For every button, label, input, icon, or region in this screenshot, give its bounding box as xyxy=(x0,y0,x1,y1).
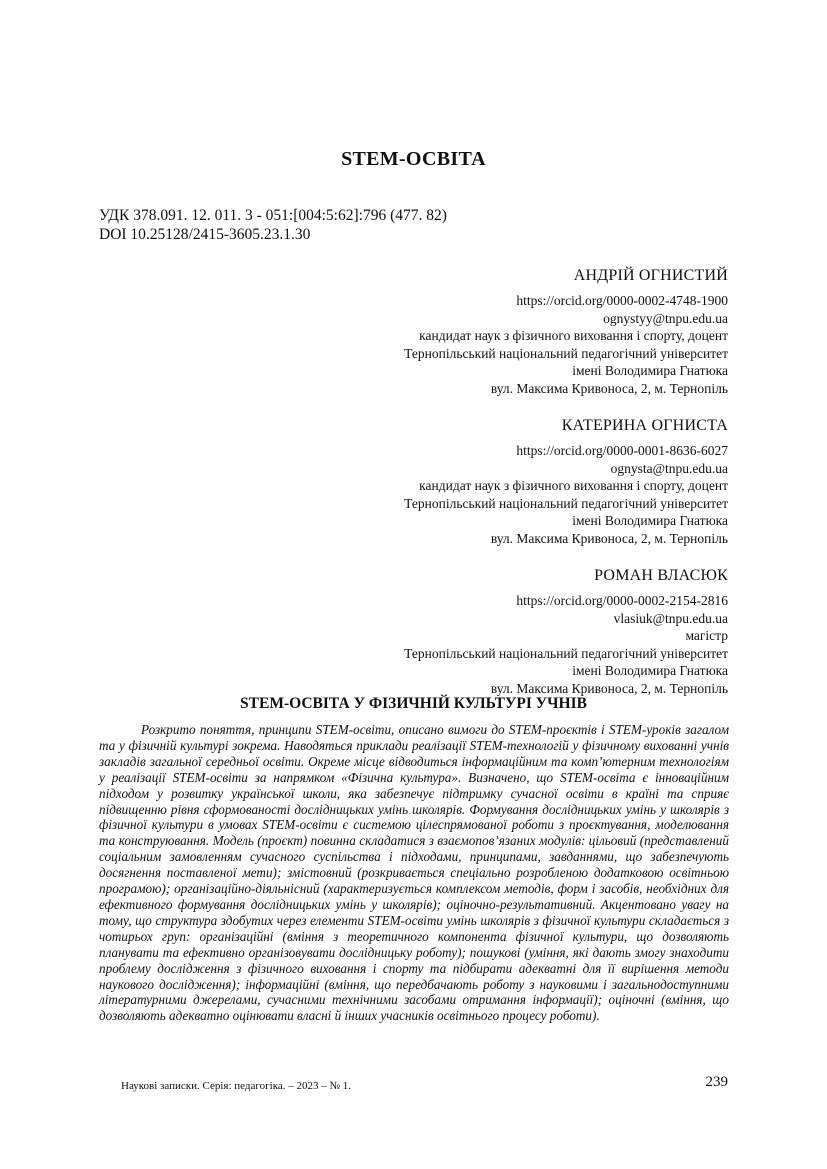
author-university-name: імені Володимира Гнатюка xyxy=(572,663,728,678)
author-university-name: імені Володимира Гнатюка xyxy=(572,363,728,378)
author-degree: кандидат наук з фізичного виховання і спорту, доцент xyxy=(419,328,728,343)
author-degree: кандидат наук з фізичного виховання і спорту, доцент xyxy=(419,478,728,493)
author-university: Тернопільський національний педагогічний університет xyxy=(404,495,728,511)
author-university: Тернопільський національний педагогічний університет xyxy=(404,645,728,661)
footer-journal: Наукові записки. Серія: педагогіка. – 2023 – № 1. xyxy=(121,1080,352,1092)
author-orcid[interactable]: https://orcid.org/0000-0002-2154-2816 xyxy=(516,593,728,608)
udc-code: УДК 378.091. 12. 011. 3 - 051:[004:5:62]:796 (477. 82) xyxy=(99,207,447,224)
article-identifiers xyxy=(99,206,447,244)
author-name: РОМАН ВЛАСЮК xyxy=(594,567,728,584)
author-block xyxy=(404,566,728,697)
author-university-name: імені Володимира Гнатюка xyxy=(572,513,728,528)
author-name: КАТЕРИНА ОГНИСТА xyxy=(561,417,728,434)
author-address: вул. Максима Кривоноса, 2, м. Тернопіль xyxy=(490,380,728,396)
author-address: вул. Максима Кривоноса, 2, м. Тернопіль xyxy=(490,530,728,546)
author-orcid[interactable]: https://orcid.org/0000-0002-4748-1900 xyxy=(516,293,728,308)
author-university: Тернопільський національний педагогічний університет xyxy=(404,345,728,361)
page-number: 239 xyxy=(705,1074,728,1090)
abstract: Розкрито поняття, принципи STEM-освіти, описано вимоги до STEM-проєктів і STEM-уроків загалом та у фізичній культурі зокрема. Наводяться приклади реалізації STEM-технологій у фізичному вихованні учнів закладів загальної середньої освіти. Окреме місце відводиться інформаційним та комп’ютерним технологіям у реалізації STEM-освіти за напрямком «Фізична культура». Визначено, що STEM-освіта є інноваційним підходом у розвитку української школи, яка забезпечує підтримку сучасної освіти в країні та сприяє підвищенню рівня сформованості дослідницьких умінь школярів. Формування дослідницьких умінь у школярів з фізичної культури в умовах STEM-освіти є системою цілеспрямованої роботи з проєктування, моделювання та конструювання. Модель (проєкт) повинна складатися з взаємопов’язаних модулів: цільовий (представлений соціальним замовленням сучасного суспільства і підходами, принципами, завданнями, що забезпечують досягнення поставленої мети); змістовний (розкривається спеціально розробленою додатковою освітньою програмою); організаційно-діяльнісний (характеризується комплексом методів, форм і засобів, необхідних для ефективного формування дослідницьких умінь у школярів); оціночно-результативний. Акцентовано увагу на тому, що структура здобутих через елементи STEM-освіти умінь школярів з фізичної культури складається з чотирьох груп: організаційні (вміння з теоретичного компонента фізичної культури, що дозволяють планувати та ефективно організовувати дослідницьку роботу); пошукові (уміння, які дають змогу знаходити проблему дослідження з фізичного виховання і спорту та підбирати адекватні для її вирішення методи наукового дослідження); інформаційні (вміння, що передбачають роботу з науковими і загальнодоступними літературними джерелами, сучасними технічними засобами отримання інформації); оціночні (вміння, що дозволяють адекватно оцінювати власні й інших учасників освітнього процесу роботи). xyxy=(99,722,729,1024)
author-block xyxy=(404,416,728,547)
author-email[interactable]: ognysta@tnpu.edu.ua xyxy=(610,460,728,476)
author-address: вул. Максима Кривоноса, 2, м. Тернопіль xyxy=(490,680,728,696)
doi-link[interactable]: DOI 10.25128/2415-3605.23.1.30 xyxy=(99,226,311,243)
section-title: STEM-ОСВІТА xyxy=(341,148,486,170)
author-block xyxy=(404,266,728,397)
author-email[interactable]: vlasiuk@tnpu.edu.ua xyxy=(613,610,728,626)
article-title: STEM-ОСВІТА У ФІЗИЧНІЙ КУЛЬТУРІ УЧНІВ xyxy=(240,695,587,712)
author-orcid[interactable]: https://orcid.org/0000-0001-8636-6027 xyxy=(516,443,728,458)
author-name: АНДРІЙ ОГНИСТИЙ xyxy=(573,267,728,284)
author-degree: магістр xyxy=(685,628,728,643)
author-email[interactable]: ognystyy@tnpu.edu.ua xyxy=(603,310,728,326)
